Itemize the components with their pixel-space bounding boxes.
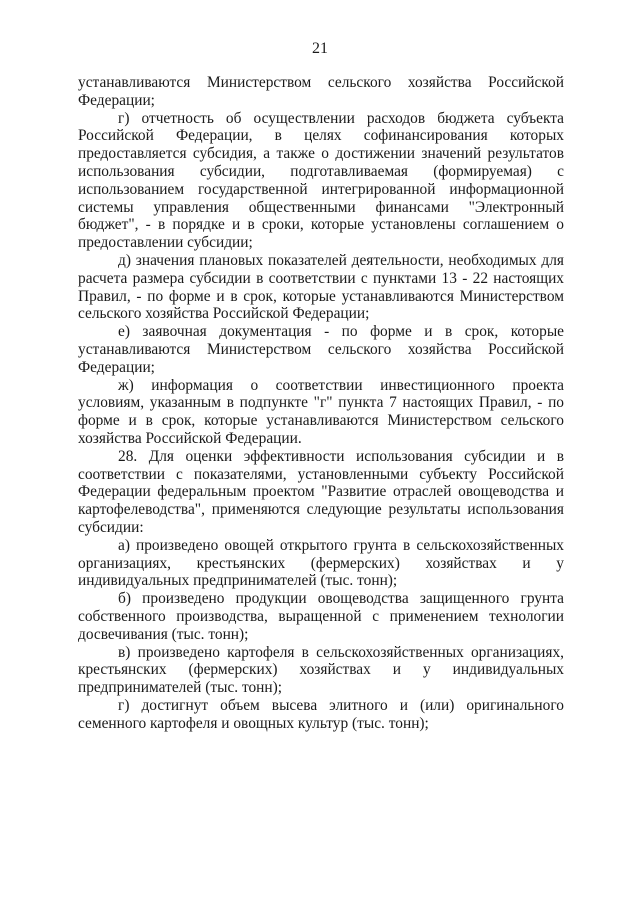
paragraph-result-a: а) произведено овощей открытого грунта в сельскохозяйственных организациях, крестьянских (фермерских) хозяйствах и у индивидуальных предпринимателей (тыс. тонн); (78, 536, 564, 590)
page-number: 21 (312, 40, 328, 57)
paragraph-item-e-application: е) заявочная документация - по форме и в срок, которые устанавливаются Министерством сельского хозяйства Российской Федерации; (78, 323, 564, 376)
paragraph-section-28: 28. Для оценки эффективности использования субсидии и в соответствии с показателями, установленными субъекту Российской Федерации федеральным проектом "Развитие отраслей овощеводства и картофелеводства", применяются следующие результаты использования субсидии: (78, 447, 564, 536)
document-body (78, 74, 564, 732)
paragraph-item-zh-investment: ж) информация о соответствии инвестиционного проекта условиям, указанным в подпункте "г" пункта 7 настоящих Правил, - по форме и в срок, которые устанавливаются Министерством сельского хозяйства Российской Федерации. (78, 376, 564, 447)
paragraph-continuation: устанавливаются Министерством сельского хозяйства Российской Федерации; (78, 74, 564, 109)
paragraph-item-d-indicators: д) значения плановых показателей деятельности, необходимых для расчета размера субсидии в соответствии с пунктами 13 - 22 настоящих Правил, - по форме и в срок, которые устанавливаются Министерством сельского хозяйства Российской Федерации; (78, 251, 564, 323)
paragraph-result-g: г) достигнут объем высева элитного и (или) оригинального семенного картофеля и овощных культур (тыс. тонн); (78, 696, 564, 732)
paragraph-result-v: в) произведено картофеля в сельскохозяйственных организациях, крестьянских (фермерских) хозяйствах и у индивидуальных предпринимателей (тыс. тонн); (78, 643, 564, 697)
paragraph-result-b: б) произведено продукции овощеводства защищенного грунта собственного производства, выращенной с применением технологии досвечивания (тыс. тонн); (78, 590, 564, 643)
paragraph-item-g-reporting: г) отчетность об осуществлении расходов бюджета субъекта Российской Федерации, в целях софинансирования которых предоставляется субсидия, а также о достижении значений результатов использования субсидии, подготавливаемая (формируемая) с использованием государственной интегрированной информационной системы управления общественными финансами "Электронный бюджет", - в порядке и в сроки, которые установлены соглашением о предоставлении субсидии; (78, 109, 564, 252)
